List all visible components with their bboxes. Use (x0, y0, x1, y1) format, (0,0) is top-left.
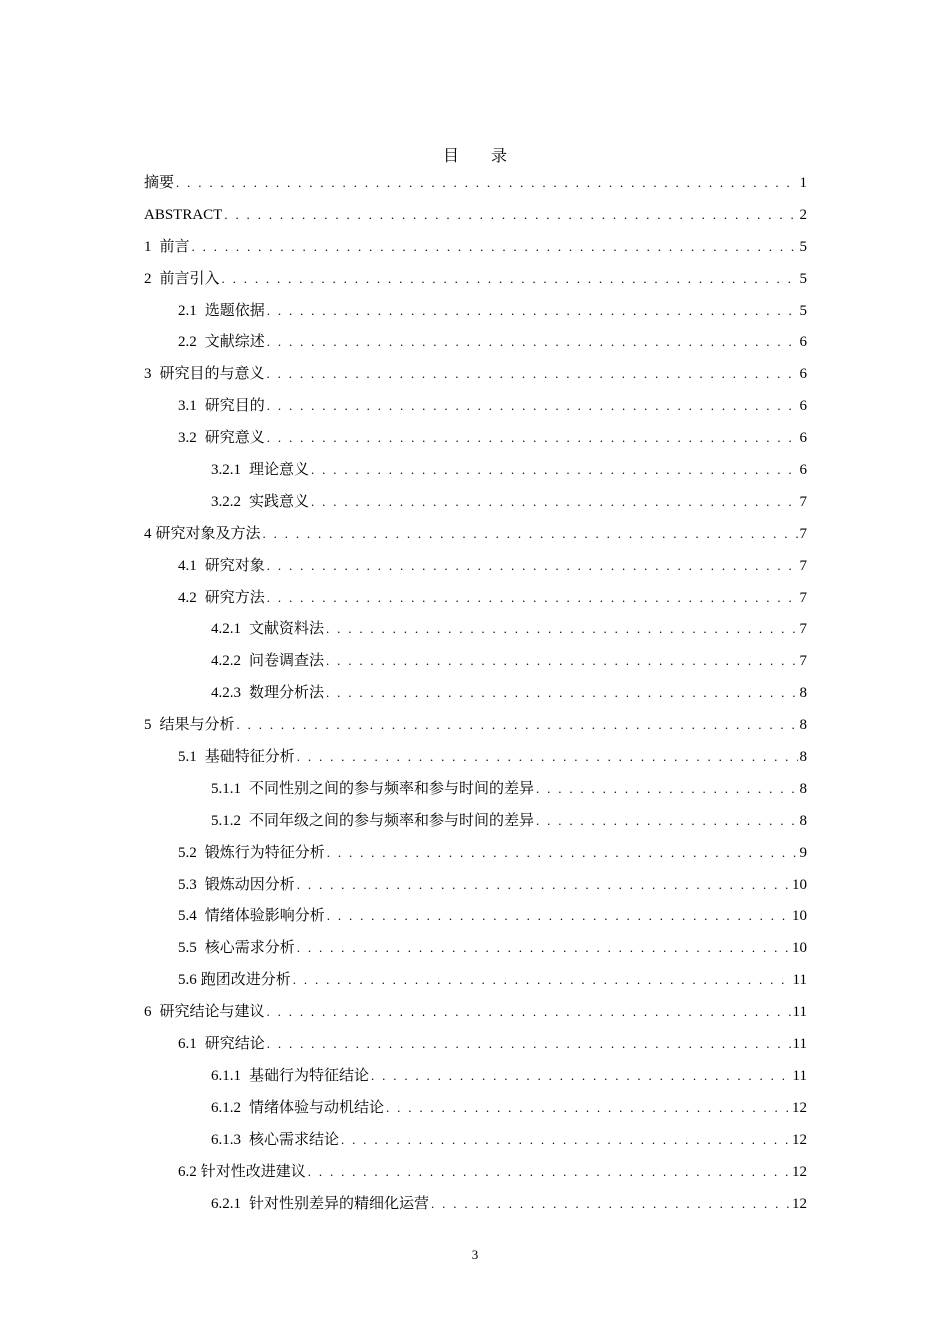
toc-dot-leader (308, 1156, 790, 1188)
toc-entry[interactable] (144, 677, 807, 709)
toc-entry-page: 6 (799, 366, 807, 383)
toc-entry-page: 10 (792, 908, 807, 925)
toc-dot-leader (263, 518, 798, 550)
toc-dot-leader (267, 295, 798, 327)
toc-entry-page: 7 (799, 589, 807, 606)
toc-entry-label: 针对性别差异的精细化运营 (249, 1195, 430, 1212)
toc-dot-leader (267, 1028, 791, 1060)
toc-dot-leader (297, 932, 790, 964)
toc-entry-label: 研究方法 (204, 589, 265, 606)
toc-entry-page: 5 (799, 270, 807, 287)
toc-entry-page: 2 (799, 206, 807, 223)
toc-entry-label: 不同年级之间的参与频率和参与时间的差异 (249, 812, 535, 829)
toc-entry[interactable] (144, 709, 807, 741)
toc-entry-number: 5.1.1 (211, 780, 241, 797)
toc-entry[interactable] (144, 900, 807, 932)
toc-dot-leader (341, 1124, 790, 1156)
toc-entry-number: 3 (144, 366, 152, 383)
toc-entry-number: 4.1 (178, 557, 197, 574)
toc-entry[interactable] (144, 1028, 807, 1060)
toc-entry[interactable] (144, 1060, 807, 1092)
toc-entry[interactable] (144, 422, 807, 454)
toc-entry-label: 研究目的 (204, 398, 265, 415)
toc-entry-number: 4 (144, 525, 152, 542)
toc-entry[interactable] (144, 805, 807, 837)
toc-entry-page: 9 (799, 844, 807, 861)
toc-dot-leader (267, 422, 798, 454)
toc-dot-leader (431, 1188, 790, 1220)
toc-entry-label: 摘要 (144, 175, 175, 191)
toc-entry-label: 基础特征分析 (204, 749, 295, 766)
toc-entry-number: 6.1.2 (211, 1099, 241, 1116)
toc-dot-leader (267, 358, 798, 390)
toc-entry-number: 6.1.3 (211, 1131, 241, 1148)
toc-entry-label: 前言 (159, 238, 190, 255)
toc-entry[interactable] (144, 231, 807, 263)
toc-entry-label: 数理分析法 (249, 685, 325, 702)
toc-entry-number: 1 (144, 238, 152, 255)
toc-entry[interactable] (144, 964, 807, 996)
toc-entry[interactable] (144, 613, 807, 645)
toc-entry[interactable] (144, 741, 807, 773)
toc-dot-leader (386, 1092, 790, 1124)
toc-dot-leader (267, 582, 798, 614)
toc-entry-label: 选题依据 (204, 302, 265, 319)
toc-dot-leader (327, 900, 790, 932)
toc-dot-leader (176, 167, 797, 199)
toc-entry-label: 研究结论 (204, 1036, 265, 1053)
table-of-contents (144, 167, 807, 1219)
toc-entry[interactable] (144, 1188, 807, 1220)
toc-entry-number: 5.6 (178, 972, 197, 989)
toc-entry[interactable] (144, 263, 807, 295)
toc-entry-label: ABSTRACT (144, 206, 223, 223)
toc-entry-label: 文献综述 (204, 334, 265, 351)
toc-dot-leader (536, 805, 797, 837)
toc-entry[interactable] (144, 645, 807, 677)
toc-dot-leader (222, 263, 798, 295)
toc-entry-page: 10 (792, 940, 807, 957)
toc-entry-page: 7 (799, 653, 807, 670)
toc-entry[interactable] (144, 199, 807, 231)
toc-dot-leader (327, 837, 798, 869)
toc-entry-number: 3.1 (178, 398, 197, 415)
toc-entry-page: 7 (799, 525, 807, 542)
toc-entry-number: 5.3 (178, 876, 197, 893)
toc-entry-number: 6.2.1 (211, 1195, 241, 1212)
toc-entry-number: 2.1 (178, 302, 197, 319)
toc-dot-leader (326, 677, 797, 709)
toc-entry-number: 5.1 (178, 749, 197, 766)
toc-entry[interactable] (144, 358, 807, 390)
toc-entry-number: 3.2 (178, 430, 197, 447)
toc-entry[interactable] (144, 167, 807, 199)
toc-entry-page: 6 (799, 398, 807, 415)
toc-entry-page: 8 (799, 717, 807, 734)
toc-entry[interactable] (144, 1092, 807, 1124)
toc-dot-leader (293, 964, 791, 996)
toc-entry-page: 7 (799, 557, 807, 574)
toc-entry[interactable] (144, 518, 807, 550)
toc-entry-page: 8 (799, 812, 807, 829)
toc-entry-page: 11 (792, 1004, 807, 1021)
toc-dot-leader (297, 869, 790, 901)
toc-dot-leader (311, 454, 797, 486)
toc-entry-label: 文献资料法 (249, 621, 325, 638)
toc-entry-page: 8 (799, 685, 807, 702)
toc-entry-number: 5 (144, 717, 152, 734)
toc-dot-leader (536, 773, 797, 805)
toc-entry-label: 锻炼动因分析 (204, 876, 295, 893)
toc-dot-leader (297, 741, 798, 773)
toc-entry-number: 4.2.3 (211, 685, 241, 702)
toc-entry[interactable] (144, 326, 807, 358)
toc-entry-label: 前言引入 (159, 270, 220, 287)
toc-entry[interactable] (144, 773, 807, 805)
toc-entry-page: 11 (792, 972, 807, 989)
toc-dot-leader (267, 390, 798, 422)
toc-entry-label: 核心需求结论 (249, 1131, 340, 1148)
toc-entry-number: 6 (144, 1004, 152, 1021)
toc-entry-page: 6 (799, 462, 807, 479)
toc-entry[interactable] (144, 1124, 807, 1156)
toc-entry-page: 5 (799, 302, 807, 319)
toc-entry-label: 情绪体验影响分析 (204, 908, 325, 925)
toc-dot-leader (237, 709, 798, 741)
toc-entry-page: 8 (799, 780, 807, 797)
toc-dot-leader (371, 1060, 791, 1092)
toc-entry-label: 不同性别之间的参与频率和参与时间的差异 (249, 780, 535, 797)
toc-entry-page: 11 (792, 1036, 807, 1053)
toc-entry-label: 理论意义 (249, 462, 310, 479)
toc-entry-page: 6 (799, 430, 807, 447)
toc-entry-number: 3.2.1 (211, 462, 241, 479)
toc-entry[interactable] (144, 582, 807, 614)
toc-entry-label: 跑团改进分析 (200, 972, 291, 989)
toc-entry[interactable] (144, 486, 807, 518)
toc-dot-leader (311, 486, 797, 518)
toc-entry-label: 基础行为特征结论 (249, 1067, 370, 1084)
toc-title: 目 录 (442, 148, 521, 165)
toc-entry-number: 5.2 (178, 844, 197, 861)
toc-entry-number: 4.2 (178, 589, 197, 606)
toc-dot-leader (224, 199, 797, 231)
toc-entry-label: 研究意义 (204, 430, 265, 447)
toc-entry-number: 5.4 (178, 908, 197, 925)
toc-dot-leader (192, 231, 798, 263)
toc-entry-number: 6.1.1 (211, 1067, 241, 1084)
toc-entry[interactable] (144, 550, 807, 582)
toc-entry-page: 10 (792, 876, 807, 893)
toc-entry-page: 12 (792, 1099, 807, 1116)
toc-entry-page: 12 (792, 1131, 807, 1148)
toc-entry-page: 7 (799, 493, 807, 510)
toc-dot-leader (326, 613, 797, 645)
toc-entry-page: 11 (792, 1067, 807, 1084)
toc-entry-number: 5.5 (178, 940, 197, 957)
toc-entry[interactable] (144, 837, 807, 869)
toc-entry-label: 针对性改进建议 (200, 1163, 306, 1180)
toc-entry-number: 6.1 (178, 1036, 197, 1053)
toc-entry-page: 12 (792, 1195, 807, 1212)
toc-entry-number: 6.2 (178, 1163, 197, 1180)
toc-entry[interactable] (144, 454, 807, 486)
page-number: 3 (471, 1247, 479, 1262)
toc-entry-label: 实践意义 (249, 493, 310, 510)
toc-entry[interactable] (144, 996, 807, 1028)
toc-entry-number: 4.2.1 (211, 621, 241, 638)
toc-entry-number: 4.2.2 (211, 653, 241, 670)
toc-entry-label: 研究对象 (204, 557, 265, 574)
toc-entry-label: 情绪体验与动机结论 (249, 1099, 385, 1116)
toc-entry[interactable] (144, 390, 807, 422)
toc-entry-label: 研究目的与意义 (159, 366, 265, 383)
toc-entry-label: 核心需求分析 (204, 940, 295, 957)
toc-entry-page: 12 (792, 1163, 807, 1180)
toc-entry-page: 6 (799, 334, 807, 351)
toc-entry-page: 7 (799, 621, 807, 638)
toc-entry-label: 问卷调查法 (249, 653, 325, 670)
toc-entry-label: 锻炼行为特征分析 (204, 844, 325, 861)
toc-dot-leader (267, 996, 791, 1028)
toc-entry-number: 5.1.2 (211, 812, 241, 829)
toc-entry[interactable] (144, 869, 807, 901)
toc-entry-label: 研究对象及方法 (155, 525, 261, 542)
toc-entry[interactable] (144, 1156, 807, 1188)
toc-entry-number: 2.2 (178, 334, 197, 351)
toc-entry[interactable] (144, 932, 807, 964)
toc-dot-leader (267, 326, 798, 358)
toc-dot-leader (267, 550, 798, 582)
toc-entry-number: 3.2.2 (211, 493, 241, 510)
toc-dot-leader (326, 645, 797, 677)
toc-entry-page: 5 (799, 238, 807, 255)
toc-entry-page: 1 (799, 175, 807, 191)
toc-entry-label: 结果与分析 (159, 717, 235, 734)
toc-entry-number: 2 (144, 270, 152, 287)
toc-entry-page: 8 (799, 749, 807, 766)
toc-entry[interactable] (144, 295, 807, 327)
toc-entry-label: 研究结论与建议 (159, 1004, 265, 1021)
